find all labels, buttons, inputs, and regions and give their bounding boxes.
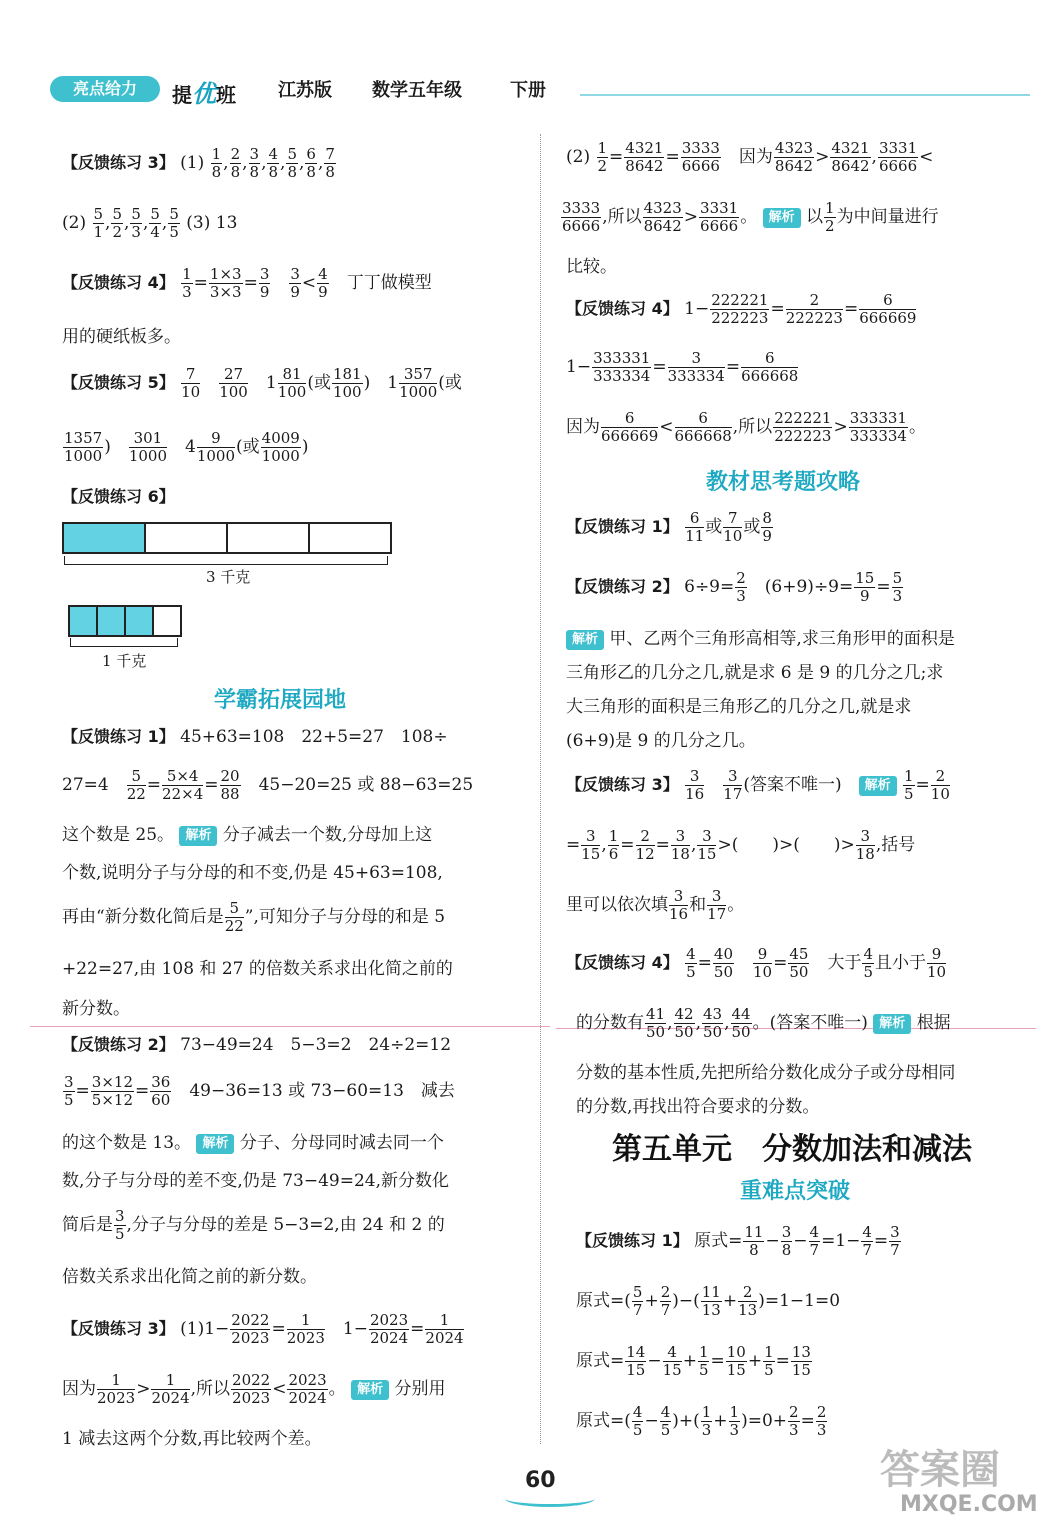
- answer-line: 倍数关系求出化简之前的新分数。: [62, 1267, 317, 1287]
- section-title: 学霸拓展园地: [214, 688, 347, 713]
- bar-3kg: [62, 522, 392, 554]
- answer-line: 原式= $\frac{14}{15}$ − $\frac{4}{15}$ + $\frac{1}{5}$ = $\frac{10}{15}$ + $\frac{1}{5}$ = $\frac{13}{15}$: [576, 1343, 811, 1379]
- analysis-tag: 解析: [179, 826, 217, 846]
- answer-line: 【反馈练习 3】 (1) $\frac{1}{8}$ , $\frac{2}{8}$ , $\frac{3}{8}$ , $\frac{4}{8}$ , $\frac{5}{8}$ , $\frac{6}{8}$ , $\frac{7}{8}$: [62, 145, 335, 181]
- answer-line: 【反馈练习 1】 45+63=108 22+5=27 108÷: [62, 727, 448, 747]
- analysis-tag: 解析: [859, 776, 897, 796]
- answer-line: 【反馈练习 2】 73−49=24 5−3=2 24÷2=12: [62, 1035, 452, 1055]
- answer-line: 因为 $\frac{6}{666669}$ < $\frac{6}{666668}$ ,所以 $\frac{222221}{222223}$ > $\frac{333331}{333334}$ 。: [566, 409, 926, 445]
- answer-line: 的分数有 $\frac{41}{50}$ , $\frac{42}{50}$ , $\frac{43}{50}$ , $\frac{44}{50}$ 。(答案不唯一) 解析 根据: [576, 1005, 951, 1041]
- bar-cell: [146, 524, 228, 552]
- bar-cell: [310, 524, 390, 552]
- column-divider: [540, 134, 541, 1444]
- bar-1kg: [68, 605, 182, 637]
- answer-line: 【反馈练习 6】: [62, 487, 175, 506]
- analysis-tag: 解析: [566, 630, 604, 650]
- answer-line: 这个数是 25。 解析 分子减去一个数,分母加上这: [62, 825, 433, 845]
- section-divider-left: [30, 1026, 550, 1027]
- watermark-url: MXQE.COM: [900, 1492, 1038, 1517]
- answer-line: 【反馈练习 4】 $\frac{4}{5}$ = $\frac{40}{50}$ $\frac{9}{10}$ = $\frac{45}{50}$ 大于 $\frac{4}{5}$ 且小于 $\frac{9}{10}$: [566, 945, 947, 981]
- volume-label: 下册: [510, 80, 546, 101]
- brace: [70, 638, 178, 647]
- answer-line: 比较。: [566, 257, 617, 277]
- header-rule: [580, 94, 1030, 96]
- analysis-tag: 解析: [763, 208, 801, 228]
- watermark-logo: 答案圈: [880, 1447, 1000, 1493]
- analysis-tag: 解析: [873, 1014, 911, 1034]
- answer-line: 个数,说明分子与分母的和不变,仍是 45+63=108,: [62, 863, 443, 883]
- page-header: [50, 70, 1030, 108]
- answer-line: (2) $\frac{5}{1}$ , $\frac{5}{2}$ , $\frac{5}{3}$ , $\frac{5}{4}$ , $\frac{5}{5}$ (3) 13: [62, 205, 238, 241]
- answer-line: 因为 $\frac{1}{2023}$ > $\frac{1}{2024}$ ,所以 $\frac{2022}{2023}$ < $\frac{2023}{2024}$ 。 解析 分别用: [62, 1371, 446, 1407]
- answer-line: 三角形乙的几分之几,就是求 6 是 9 的几分之几;求: [566, 663, 944, 683]
- answer-line: 分数的基本性质,先把所给分数化成分子或分母相同: [576, 1063, 956, 1083]
- answer-line: 再由“新分数化简后是 $\frac{5}{22}$ ”,可知分子与分母的和是 5: [62, 899, 446, 935]
- answer-line: 1− $\frac{333331}{333334}$ = $\frac{3}{333334}$ = $\frac{6}{666668}$: [566, 349, 799, 385]
- bar-cell-filled: [126, 607, 154, 635]
- edition-label: 江苏版: [278, 80, 332, 101]
- answer-line: 的这个数是 13。 解析 分子、分母同时减去同一个: [62, 1133, 444, 1153]
- answer-line: 原式=( $\frac{5}{7}$ + $\frac{2}{7}$ )−( $\frac{11}{13}$ + $\frac{2}{13}$ )=1−1=0: [576, 1283, 841, 1319]
- answer-line: 【反馈练习 3】 $\frac{3}{16}$ $\frac{3}{17}$ (答案不唯一) 解析 $\frac{1}{5}$ = $\frac{2}{10}$: [566, 767, 950, 803]
- answer-line: (2) $\frac{1}{2}$ = $\frac{4321}{8642}$ = $\frac{3333}{6666}$ 因为 $\frac{4323}{8642}$ > $\frac{4321}{8642}$ , $\frac{3331}{6666}$ <: [566, 139, 934, 175]
- answer-line: 的分数,再找出符合要求的分数。: [576, 1097, 820, 1117]
- answer-line: 简后是 $\frac{3}{5}$ ,分子与分母的差是 5−3=2,由 24 和 2 的: [62, 1207, 445, 1243]
- answer-line: +22=27,由 108 和 27 的倍数关系求出化简之前的: [62, 959, 453, 979]
- answer-line: $\frac{3333}{6666}$ ,所以 $\frac{4323}{8642}$ > $\frac{3331}{6666}$ 。 解析 以 $\frac{1}{2}$ 为中间量进行: [562, 199, 939, 235]
- answer-line: = $\frac{3}{15}$ , $\frac{1}{6}$ = $\frac{2}{12}$ = $\frac{3}{18}$ , $\frac{3}{15}$ >( )>( )> $\frac{3}{18}$ ,括号: [566, 827, 916, 863]
- brand-badge: 亮点给力: [50, 76, 160, 102]
- answer-line: $\frac{3}{5}$ = $\frac{3\times 12}{5\times 12}$ = $\frac{36}{60}$ 49−36=13 或 73−60=13 减去: [64, 1073, 455, 1109]
- bar-label: 3 千克: [206, 568, 251, 586]
- bar-cell-filled: [70, 607, 98, 635]
- answer-line: 大三角形的面积是三角形乙的几分之几,就是求: [566, 697, 912, 717]
- bar-cell: [154, 607, 180, 635]
- section-title: 教材思考题攻略: [706, 470, 861, 495]
- answer-line: 1 减去这两个分数,再比较两个差。: [62, 1429, 322, 1449]
- brace: [64, 556, 388, 565]
- analysis-tag: 解析: [351, 1380, 389, 1400]
- page-number-swoosh: [505, 1490, 595, 1507]
- bar-cell-filled: [64, 524, 146, 552]
- bar-label: 1 千克: [102, 652, 147, 670]
- answer-line: $\frac{1357}{1000}$ ) $\frac{301}{1000}$ 4 $\frac{9}{1000}$ (或 $\frac{4009}{1000}$ ): [64, 429, 309, 465]
- answer-line: 里可以依次填 $\frac{3}{16}$ 和 $\frac{3}{17}$ 。: [566, 887, 745, 923]
- answer-line: 新分数。: [62, 999, 130, 1019]
- series-title: 提优班: [172, 80, 236, 108]
- bar-cell: [228, 524, 310, 552]
- answer-line: 27=4 $\frac{5}{22}$ = $\frac{5\times 4}{22\times 4}$ = $\frac{20}{88}$ 45−20=25 或 88−63=25: [62, 767, 474, 803]
- subject-label: 数学五年级: [372, 80, 462, 101]
- answer-line: 【反馈练习 3】 (1)1− $\frac{2022}{2023}$ = $\frac{1}{2023}$ 1− $\frac{2023}{2024}$ = $\frac{1}{2024}$: [62, 1311, 464, 1347]
- answer-line: 【反馈练习 1】 $\frac{6}{11}$ 或 $\frac{7}{10}$ 或 $\frac{8}{9}$: [566, 509, 772, 545]
- answer-line: 【反馈练习 2】 6÷9= $\frac{2}{3}$ (6+9)÷9= $\frac{15}{9}$ = $\frac{5}{3}$: [566, 569, 903, 605]
- answer-line: 用的硬纸板多。: [62, 327, 181, 347]
- answer-line: 【反馈练习 4】 $\frac{1}{3}$ = $\frac{1\times 3}{3\times 3}$ = $\frac{3}{9}$ $\frac{3}{9}$ < $\frac{4}{9}$ 丁丁做模型: [62, 265, 432, 301]
- answer-line: 【反馈练习 5】 $\frac{7}{10}$ $\frac{27}{100}$ 1 $\frac{81}{100}$ (或 $\frac{181}{100}$ ) 1 $\frac{357}{1000}$ (或: [62, 365, 462, 401]
- answer-line: (6+9)是 9 的几分之几。: [566, 731, 756, 751]
- answer-line: 数,分子与分母的差不变,仍是 73−49=24,新分数化: [62, 1171, 449, 1191]
- unit-title: 第五单元 分数加法和减法: [612, 1132, 972, 1167]
- answer-line: 【反馈练习 1】 原式= $\frac{11}{8}$ − $\frac{3}{8}$ − $\frac{4}{7}$ =1− $\frac{4}{7}$ = $\frac{3}{7}$: [576, 1223, 900, 1259]
- section-subtitle: 重难点突破: [740, 1179, 851, 1204]
- bar-cell-filled: [98, 607, 126, 635]
- answer-line: 【反馈练习 4】 1− $\frac{222221}{222223}$ = $\frac{2}{222223}$ = $\frac{6}{666669}$: [566, 291, 917, 327]
- analysis-tag: 解析: [196, 1134, 234, 1154]
- answer-line: 原式=( $\frac{4}{5}$ − $\frac{4}{5}$ )+( $\frac{1}{3}$ + $\frac{1}{3}$ )=0+ $\frac{2}{3}$ = $\frac{2}{3}$: [576, 1403, 827, 1439]
- page-number: 60: [525, 1468, 556, 1493]
- answer-line: 解析 甲、乙两个三角形高相等,求三角形甲的面积是: [566, 622, 955, 656]
